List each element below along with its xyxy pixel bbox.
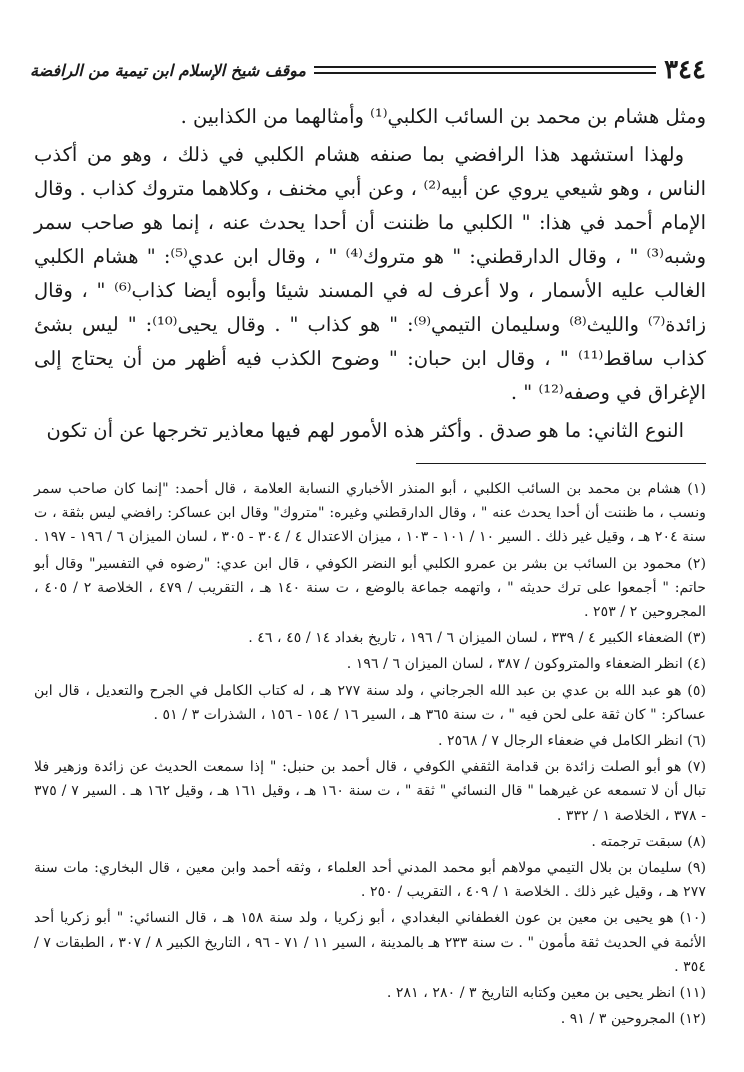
footnote-3: (٣) الضعفاء الكبير ٤ / ٣٣٩ ، لسان الميزان ٦ / ١٩٦ ، تاريخ بغداد ١٤ / ٤٥ ، ٤٦ . — [248, 630, 706, 647]
footnote-separator — [416, 463, 706, 464]
footnote-1: (١) هشام بن محمد بن السائب الكلبي ، أبو المنذر الأخباري النسابة العلامة ، قال أحمد: "إنما كان صاحب سمر ونسب ، ما ظننت أن أحدا يحدث عنه " ، وقال الدارقطني وغيره: "متروك" وقال ابن عساكر: رافضي ليس بثقة ، ت سنة ٢٠٤ هـ ، وقيل غير ذلك . السير ١٠ / ١٠١ - ١٠٣ ، ميزان الاعتدال ٤ / ٣٠٤ - ٣٠٥ ، لسان الميزان ٦ / ١٩٦ - ١٩٧ . — [34, 481, 706, 546]
footnote-8: (٨) سبقت ترجمته . — [591, 833, 706, 850]
paragraph-3: النوع الثاني: ما هو صدق . وأكثر هذه الأمور لهم فيها معاذير تخرجها عن أن تكون — [46, 419, 684, 442]
footnote-11: (١١) انظر يحيى بن معين وكتابه التاريخ ٣ / ٢٨٠ ، ٢٨١ . — [386, 985, 706, 1002]
header-rule — [314, 64, 656, 76]
footnote-12: (١٢) المجروحين ٣ / ٩١ . — [560, 1011, 706, 1028]
footnote-9: (٩) سليمان بن بلال التيمي مولاهم أبو محمد المدني أحد العلماء ، وثقه أحمد وابن معين ، قال البخاري: مات سنة ٢٧٧ هـ ، وقيل غير ذلك . الخلاصة ١ / ٤٠٩ ، التقريب / ٢٥٠ . — [34, 860, 706, 901]
footnotes — [34, 477, 706, 1033]
footnote-6: (٦) انظر الكامل في ضعفاء الرجال ٧ / ٢٥٦٨ . — [437, 733, 706, 750]
footnote-10: (١٠) هو يحيى بن معين بن عون الغطفاني البغدادي ، أبو زكريا ، ولد سنة ١٥٨ هـ ، قال النسائي: " أبو زكريا أحد الأئمة في الحديث ثقة مأمون " . ت سنة ٢٣٣ هـ بالمدينة ، السير ١١ / ٧١ - ٩٦ ، التاريخ الكبير ٨ / ٣٠٧ ، الطبقات ٧ / ٣٥٤ . — [34, 910, 706, 975]
page-number: ٣٤٤ — [664, 55, 706, 85]
running-title: موقف شيخ الإسلام ابن تيمية من الرافضة — [30, 60, 306, 80]
paragraph-1: ومثل هشام بن محمد بن السائب الكلبي⁽¹⁾ وأمثالهما من الكذابين . — [180, 105, 706, 128]
footnote-7: (٧) هو أبو الصلت زائدة بن قدامة الثقفي الكوفي ، قال أحمد بن حنبل: " إذا سمعت الحديث عن زائدة وزهير فلا تبال أن لا تسمعه عن غيرهما " قال النسائي " ثقة " ، ت سنة ١٦٠ هـ ، وقيل ١٦١ هـ ، وقيل ١٦٢ هـ . السير ٧ / ٣٧٥ - ٣٧٨ ، الخلاصة ١ / ٣٣٢ . — [34, 759, 707, 824]
page-header — [30, 52, 706, 88]
paragraph-2: ولهذا استشهد هذا الرافضي بما صنفه هشام الكلبي في ذلك ، وهو من أكذب الناس ، وهو شيعي يروي عن أبيه⁽²⁾ ، وعن أبي مخنف ، وكلاهما متروك كذاب . وقال الإمام أحمد في هذا: " الكلبي ما ظننت أن أحدا يحدث عنه ، إنما هو صاحب سمر وشبه⁽³⁾ " ، وقال الدارقطني: " هو متروك⁽⁴⁾ " ، وقال ابن عدي⁽⁵⁾: " هشام الكلبي الغالب عليه الأسمار ، ولا أعرف له في المسند شيئا وأبوه أيضا كذاب⁽⁶⁾ " ، وقال زائدة⁽⁷⁾ والليث⁽⁸⁾ وسليمان التيمي⁽⁹⁾: " هو كذاب " . وقال يحيى⁽¹⁰⁾: " ليس بشئ كذاب ساقط⁽¹¹⁾ " ، وقال ابن حبان: " وضوح الكذب فيه أظهر من أن يحتاج إلى الإغراق في وصفه⁽¹²⁾ " . — [34, 143, 707, 404]
footnote-5: (٥) هو عبد الله بن عدي بن عبد الله الجرجاني ، ولد سنة ٢٧٧ هـ ، له كتاب الكامل في الجرح والتعديل ، قال ابن عساكر: " كان ثقة على لحن فيه " ، ت سنة ٣٦٥ هـ ، السير ١٦ / ١٥٤ - ١٥٦ ، الشذرات ٣ / ٥١ . — [34, 682, 706, 723]
footnote-2: (٢) محمود بن السائب بن بشر بن عمرو الكلبي أبو النضر الكوفي ، قال ابن عدي: "رضوه في التفسير" وقال أبو حاتم: " أجمعوا على ترك حديثه " ، واتهمه جماعة بالوضع ، ت سنة ١٤٠ هـ ، التقريب / ٤٧٩ ، الخلاصة ٢ / ٤٠٥ ، المجروحين ٢ / ٢٥٣ . — [34, 555, 707, 621]
footnote-4: (٤) انظر الضعفاء والمتروكون / ٣٨٧ ، لسان الميزان ٦ / ١٩٦ . — [346, 656, 706, 673]
main-text — [34, 100, 706, 452]
